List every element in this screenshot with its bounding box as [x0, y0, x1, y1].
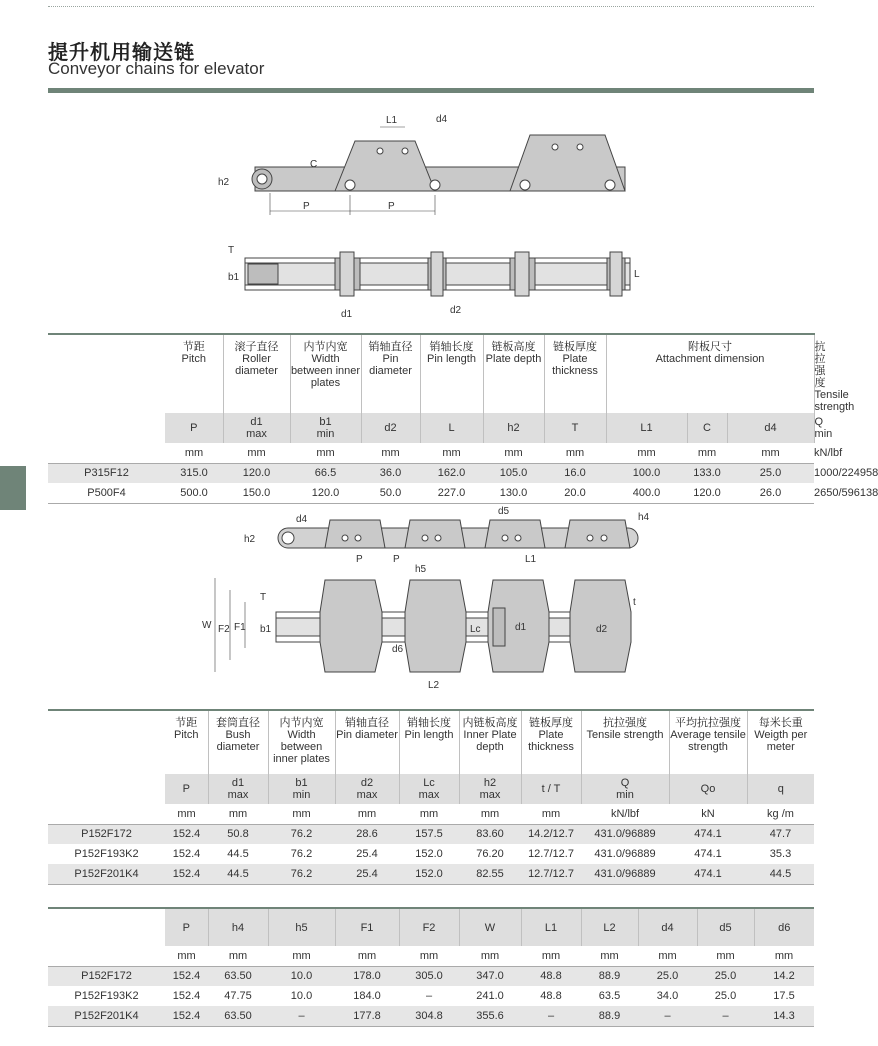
t2-header-plate-depth: 内链板高度 Inner Plate depth [459, 710, 521, 774]
cell: 82.55 [459, 864, 521, 884]
header-width-inner: 内节内宽 Width between inner plates [290, 334, 361, 413]
label-d5: d5 [498, 506, 510, 517]
t2-sym: P [165, 774, 208, 804]
unit-cell: mm [483, 443, 544, 463]
cell: 130.0 [483, 483, 544, 503]
cell: 16.0 [544, 463, 606, 483]
table-row [48, 844, 814, 864]
t2-header-bush: 套筒直径 Bush diameter [208, 710, 268, 774]
cell: 20.0 [544, 483, 606, 503]
cell: 83.60 [459, 824, 521, 844]
cell: 47.7 [747, 824, 814, 844]
t2-header-avg-tensile: 平均抗拉强度 Average tensile strength [669, 710, 747, 774]
table-row [48, 864, 814, 884]
unit-cell: mm [754, 946, 814, 966]
unit-cell: mm [165, 443, 223, 463]
unit-cell: mm [687, 443, 727, 463]
cell: 88.9 [581, 966, 638, 986]
t2-header-thickness: 链板厚度 Plate thickness [521, 710, 581, 774]
sym-d2: d2 [361, 413, 420, 443]
cell: 44.5 [208, 864, 268, 884]
label-l1: L1 [386, 115, 398, 126]
cell: 50.0 [361, 483, 420, 503]
unit-cell: mm [165, 946, 208, 966]
unit-cell: mm [223, 443, 290, 463]
label-b1-2: b1 [260, 624, 272, 635]
label-w: W [202, 620, 212, 631]
cell: 100.0 [606, 463, 687, 483]
cell: 14.2/12.7 [521, 824, 581, 844]
cell: 63.5 [598, 990, 621, 1002]
label-d6: d6 [392, 644, 404, 655]
cell: 26.0 [727, 483, 814, 503]
label-lc: Lc [470, 624, 481, 635]
cell: 105.0 [483, 463, 544, 483]
label-p-3: P [356, 554, 363, 565]
row-code: P152F172 [48, 966, 165, 986]
unit-cell: kN [669, 804, 747, 824]
sym-b1: b1 min [290, 413, 361, 443]
table-row [48, 1006, 814, 1026]
cell: 76.20 [476, 848, 504, 860]
unit-cell: mm [697, 946, 754, 966]
t3-sym: d6 [754, 908, 814, 946]
t2-header-pin-len: 销轴长度 Pin length [399, 710, 459, 774]
row-code: P152F193K2 [74, 848, 139, 860]
cell: 177.8 [335, 1006, 399, 1026]
spec-table-3 [48, 907, 814, 1027]
side-section-tab [0, 466, 26, 510]
label-p-2: P [388, 201, 395, 212]
t2-sym: d2 max [335, 774, 399, 804]
cell: 25.0 [638, 966, 697, 986]
unit-cell: mm [208, 804, 268, 824]
header-roller-diameter: 滚子直径 Roller diameter [223, 334, 290, 413]
chain-diagram-1-svg [210, 105, 650, 325]
table-row [48, 986, 814, 1006]
header-pin-diameter: 销轴直径 Pin diameter [361, 334, 420, 413]
page-title-english: Conveyor chains for elevator [48, 59, 265, 78]
row-code: P152F193K2 [74, 990, 139, 1002]
cell: 14.3 [754, 1006, 814, 1026]
cell: 355.6 [459, 1006, 521, 1026]
t2-sym: Qo [669, 774, 747, 804]
cell: 152.4 [165, 966, 208, 986]
label-h4: h4 [638, 512, 650, 523]
unit-cell: mm [459, 946, 521, 966]
header-plate-thickness: 链板厚度 Plate thickness [544, 334, 606, 413]
t2-sym: b1 min [268, 774, 335, 804]
row-code: P152F201K4 [48, 864, 165, 884]
cell: 431.0/96889 [581, 864, 669, 884]
cell: 474.1 [669, 824, 747, 844]
t3-sym: W [459, 908, 521, 946]
label-d2-2: d2 [596, 624, 608, 635]
cell: 25.4 [335, 864, 399, 884]
cell: 48.8 [521, 966, 581, 986]
cell: 120.0 [687, 483, 727, 503]
cell: 48.8 [540, 990, 562, 1002]
label-d4: d4 [436, 114, 448, 125]
cell: 44.5 [227, 848, 249, 860]
cell: 35.3 [769, 848, 792, 860]
page-title-chinese: 提升机用输送链 [48, 40, 195, 64]
unit-cell: kN/lbf [581, 804, 669, 824]
cell: 12.7/12.7 [528, 848, 574, 860]
cell: 150.0 [223, 483, 290, 503]
cell: 120.0 [290, 483, 361, 503]
label-f2: F2 [218, 624, 230, 635]
cell: 152.4 [172, 990, 201, 1002]
cell: 133.0 [687, 463, 727, 483]
t2-sym: t / T [521, 774, 581, 804]
label-l2: L2 [428, 680, 440, 691]
row-code: P152F172 [48, 824, 165, 844]
label-b1: b1 [228, 272, 240, 283]
unit-cell: mm [290, 443, 361, 463]
cell: 25.0 [697, 966, 754, 986]
code-header-blank-3 [48, 908, 165, 946]
header-attachment: 附板尺寸 Attachment dimension [606, 334, 814, 413]
cell: 304.8 [399, 1006, 459, 1026]
sym-t: T [544, 413, 606, 443]
cell: 500.0 [165, 483, 223, 503]
cell: 178.0 [335, 966, 399, 986]
t2-header-pitch: 节距 Pitch [165, 710, 208, 774]
code-header-blank [48, 334, 165, 413]
label-d1: d1 [341, 309, 353, 320]
t3-sym: h4 [208, 908, 268, 946]
sym-l: L [420, 413, 483, 443]
row-code: P500F4 [48, 483, 165, 503]
unit-cell: mm [727, 443, 814, 463]
unit-cell: kg /m [747, 804, 814, 824]
cell: 44.5 [747, 864, 814, 884]
cell: 88.9 [581, 1006, 638, 1026]
label-c: C [310, 159, 318, 170]
unit-cell: mm [208, 946, 268, 966]
t2-header-weight: 每米长重 Weigth per meter [747, 710, 814, 774]
sym-c: C [687, 413, 727, 443]
t2-sym: d1 max [208, 774, 268, 804]
cell: 152.4 [165, 1006, 208, 1026]
cell: 152.4 [172, 848, 201, 860]
t3-sym: F2 [399, 908, 459, 946]
label-t-2: T [260, 592, 267, 603]
cell: 14.2 [754, 966, 814, 986]
unit-cell: mm [399, 946, 459, 966]
cell: 227.0 [420, 483, 483, 503]
unit-cell: mm [335, 946, 399, 966]
cell: 305.0 [399, 966, 459, 986]
unit-cell: mm [459, 804, 521, 824]
sym-d4: d4 [727, 413, 814, 443]
label-h5: h5 [415, 564, 427, 575]
cell: 76.2 [268, 824, 335, 844]
cell: 152.4 [165, 864, 208, 884]
cell: 63.50 [208, 966, 268, 986]
chain-diagram-2-svg [200, 500, 650, 700]
unit-cell: mm [361, 443, 420, 463]
t2-sym: h2 max [459, 774, 521, 804]
label-p-1: P [303, 201, 310, 212]
cell: 10.0 [268, 966, 335, 986]
row-code: P315F12 [48, 463, 165, 483]
cell: 474.1 [669, 864, 747, 884]
spec-table-2 [48, 709, 814, 885]
cell: 76.2 [268, 864, 335, 884]
cell: 17.5 [773, 990, 795, 1002]
cell: 347.0 [459, 966, 521, 986]
unit-cell: mm [521, 946, 581, 966]
label-l: L [634, 269, 640, 280]
label-d2: d2 [450, 305, 462, 316]
t3-sym: L2 [581, 908, 638, 946]
table-row [48, 824, 814, 844]
sym-d1: d1 max [223, 413, 290, 443]
t3-sym: L1 [521, 908, 581, 946]
unit-cell: mm [420, 443, 483, 463]
cell: 157.5 [399, 824, 459, 844]
label-h2-2: h2 [244, 534, 256, 545]
label-f1: F1 [234, 622, 246, 633]
unit-cell: mm [268, 946, 335, 966]
cell: 47.75 [224, 990, 252, 1002]
row-code: P152F201K4 [48, 1006, 165, 1026]
t3-sym: h5 [268, 908, 335, 946]
cell: 50.8 [208, 824, 268, 844]
unit-cell: mm [581, 946, 638, 966]
unit-cell: mm [335, 804, 399, 824]
table-row [48, 966, 814, 986]
cell: 34.0 [656, 990, 679, 1002]
cell: 315.0 [165, 463, 223, 483]
label-p-4: P [393, 554, 400, 565]
label-l1-2: L1 [525, 554, 537, 565]
cell: 63.50 [208, 1006, 268, 1026]
sym-h2: h2 [483, 413, 544, 443]
cell: 36.0 [361, 463, 420, 483]
cell: 152.4 [165, 824, 208, 844]
unit-cell: mm [638, 946, 697, 966]
cell: 152.0 [415, 848, 443, 860]
t2-sym: Q min [581, 774, 669, 804]
t2-header-tensile: 抗拉强度 Tensile strength [581, 710, 669, 774]
cell: – [521, 1006, 581, 1026]
cell: – [697, 1006, 754, 1026]
code-header-blank-2 [48, 710, 165, 774]
cell: 474.1 [694, 848, 722, 860]
cell: 25.0 [727, 463, 814, 483]
unit-cell: mm [399, 804, 459, 824]
cell: 184.0 [353, 990, 381, 1002]
table-row: P315F12 315.0 120.0 66.5 36.0 162.0 105.0 16.0 100.0 133.0 25.0 1000/224958 [48, 463, 814, 483]
table-row: P500F4 500.0 150.0 120.0 50.0 227.0 130.0 20.0 400.0 120.0 26.0 2650/596138 [48, 483, 814, 503]
header-plate-depth: 链板高度 Plate depth [483, 334, 544, 413]
t2-sym: Lc max [399, 774, 459, 804]
label-t-small: t [633, 597, 636, 608]
cell: 241.0 [476, 990, 504, 1002]
chain-diagram-1 [210, 105, 650, 325]
cell: 76.2 [290, 848, 313, 860]
label-t: T [228, 245, 235, 256]
t3-sym: F1 [335, 908, 399, 946]
cell: 162.0 [420, 463, 483, 483]
sym-p: P [165, 413, 223, 443]
label-d1-2: d1 [515, 622, 527, 633]
cell: 28.6 [335, 824, 399, 844]
title-underline-bar [48, 88, 814, 93]
t2-header-width: 内节内宽 Width between inner plates [268, 710, 335, 774]
unit-cell: mm [165, 804, 208, 824]
cell: 431.0/96889 [581, 824, 669, 844]
cell: – [425, 990, 433, 1002]
t2-header-pin-dia: 销轴直径 Pin diameter [335, 710, 399, 774]
cell: 25.4 [356, 848, 378, 860]
header-pin-length: 销轴长度 Pin length [420, 334, 483, 413]
cell: – [268, 1006, 335, 1026]
cell: 66.5 [290, 463, 361, 483]
cell: 120.0 [223, 463, 290, 483]
spec-table-1: 节距 Pitch 滚子直径 Roller diameter 内节内宽 Width between inner plates 销轴直径 Pin diameter 销轴长度 Pin length 链板高度 Plate depth 链板厚度 Plate thickness 附板尺寸 Attachment dimension 抗拉强度 Tensile strength P d1 max b1 min d2 L h2 T L1 C d4 Q min mm mm mm mm mm mm mm mm mm mm kN/lbf P315F12 315.0 120.0 66.5 36.0 162.0 105.0 16.0 100.0 133.0 25.0 1000/224958 P500F4 500.0 150.0 120.0 50.0 227.0 130.0 20.0 400.0 120.0 26.0 2650/596138 [48, 333, 814, 504]
cell: 25.0 [714, 990, 737, 1002]
top-dotted-rule [48, 6, 814, 7]
label-h2: h2 [218, 177, 230, 188]
unit-cell: mm [268, 804, 335, 824]
t3-sym: d4 [638, 908, 697, 946]
unit-cell: mm [606, 443, 687, 463]
t3-sym: d5 [697, 908, 754, 946]
cell: 152.0 [399, 864, 459, 884]
unit-cell: mm [521, 804, 581, 824]
unit-cell: mm [544, 443, 606, 463]
cell: – [638, 1006, 697, 1026]
sym-l1: L1 [606, 413, 687, 443]
header-pitch: 节距 Pitch [165, 334, 223, 413]
t3-sym: P [165, 908, 208, 946]
cell: 400.0 [606, 483, 687, 503]
t2-sym: q [747, 774, 814, 804]
cell: 12.7/12.7 [521, 864, 581, 884]
cell: 431.0/96889 [594, 848, 656, 860]
label-d4-2: d4 [296, 514, 308, 525]
cell: 10.0 [290, 990, 313, 1002]
chain-diagram-2 [200, 500, 650, 700]
